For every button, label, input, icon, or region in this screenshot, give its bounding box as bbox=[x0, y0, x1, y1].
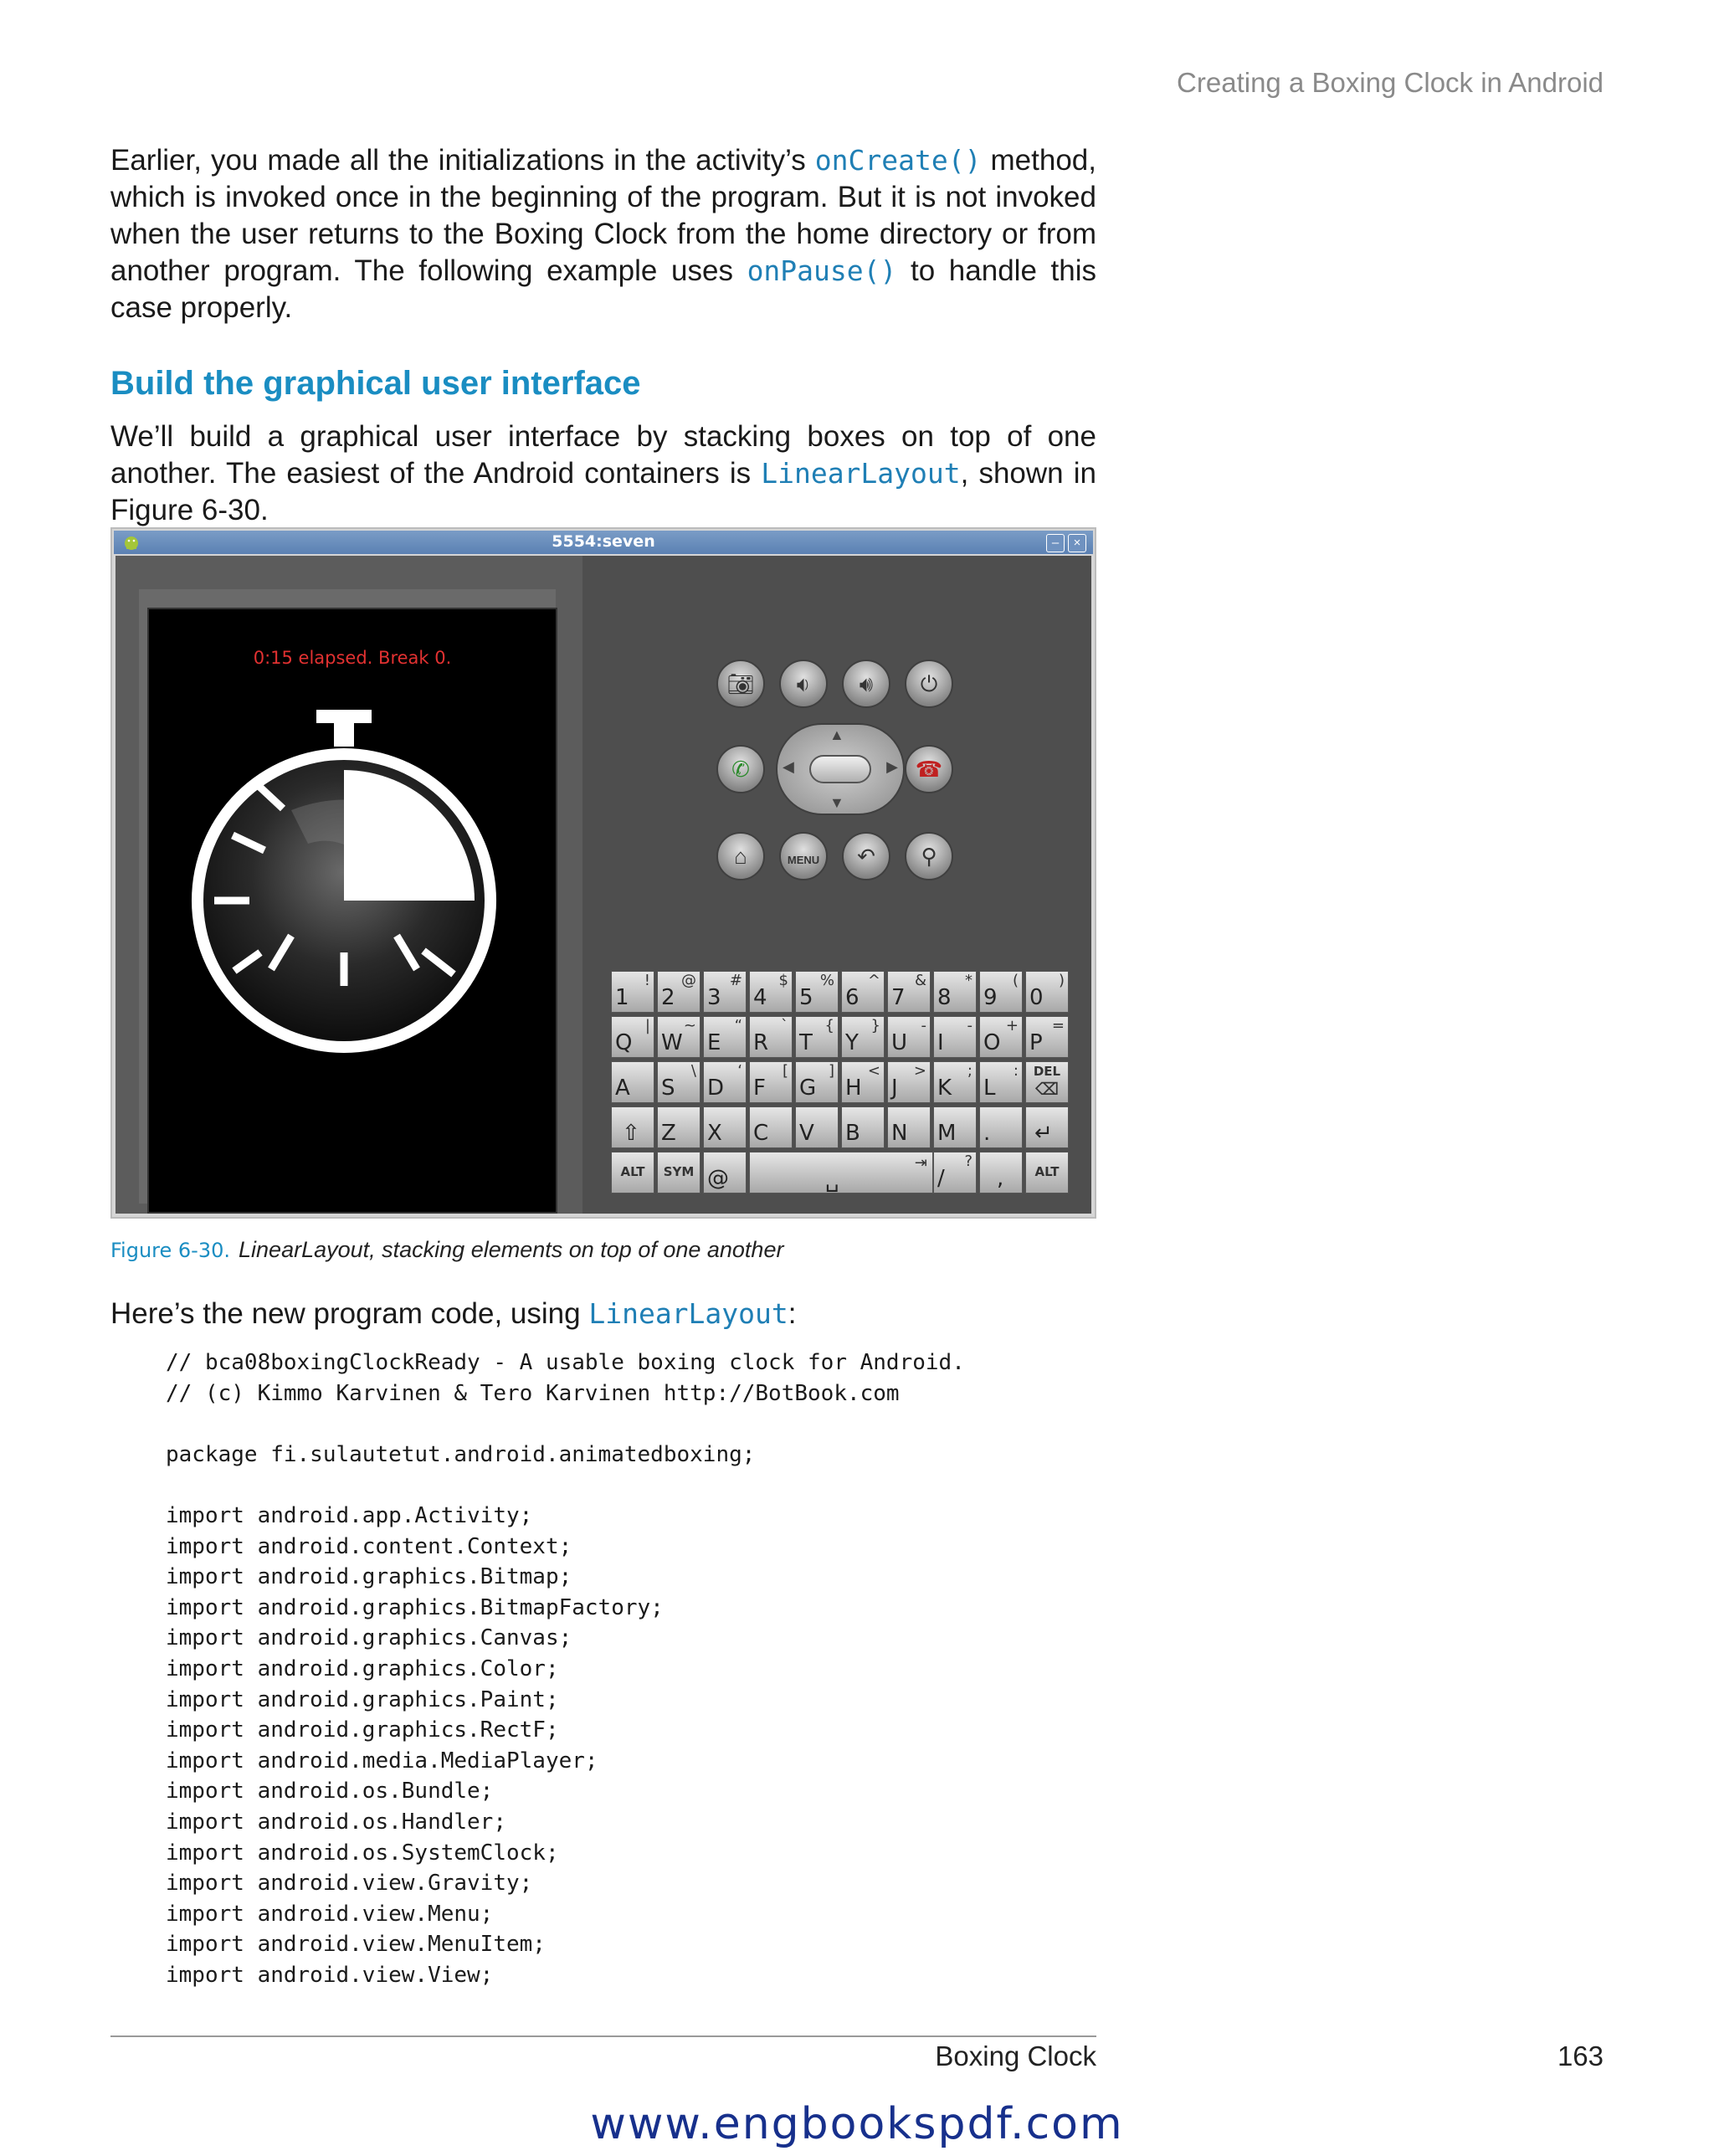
key-3[interactable] bbox=[703, 971, 747, 1013]
key-label: S bbox=[661, 1075, 675, 1101]
code-intro-text-1: Here’s the new program code, using bbox=[110, 1297, 589, 1330]
key-p[interactable] bbox=[1025, 1016, 1069, 1058]
key-l[interactable] bbox=[979, 1061, 1023, 1103]
end-call-button[interactable] bbox=[905, 745, 953, 793]
key-alt-label: “ bbox=[734, 1017, 742, 1034]
key-label: H bbox=[845, 1075, 862, 1101]
camera-icon: 📷︎ bbox=[726, 671, 755, 696]
key-alt-label: ~ bbox=[683, 1017, 696, 1034]
power-button[interactable] bbox=[905, 660, 953, 708]
key-alt-label: ; bbox=[967, 1062, 972, 1080]
key-slash-alt-label: ? bbox=[964, 1152, 972, 1170]
key-alt-label: % bbox=[819, 972, 834, 989]
inline-code-onpause: onPause() bbox=[747, 254, 897, 287]
key-t[interactable] bbox=[795, 1016, 839, 1058]
key-alt-label: | bbox=[644, 1017, 650, 1034]
key-k[interactable] bbox=[933, 1061, 977, 1103]
key-w[interactable] bbox=[657, 1016, 700, 1058]
key-d[interactable] bbox=[703, 1061, 747, 1103]
inline-code-linearlayout: LinearLayout bbox=[761, 457, 961, 490]
dpad-down-icon[interactable]: ▼ bbox=[829, 794, 844, 811]
key-alt-label: ^ bbox=[867, 972, 880, 989]
key-1[interactable] bbox=[611, 971, 654, 1013]
dpad[interactable] bbox=[776, 723, 905, 815]
emulator-titlebar bbox=[114, 531, 1093, 554]
code-line: import android.graphics.Color; bbox=[166, 1656, 559, 1681]
key-label: E bbox=[707, 1030, 721, 1055]
key-u[interactable] bbox=[887, 1016, 931, 1058]
intro-paragraph bbox=[110, 142, 1096, 326]
call-button[interactable] bbox=[716, 745, 765, 793]
key-at-label: @ bbox=[707, 1166, 729, 1191]
section-text-1: We’ll build a graphical user interface by stacking boxes on top of one another. The easiest of the Android containers is bbox=[110, 420, 1096, 490]
key-0[interactable] bbox=[1025, 971, 1069, 1013]
key-label: I bbox=[937, 1030, 944, 1055]
code-line: // (c) Kimmo Karvinen & Tero Karvinen http://BotBook.com bbox=[166, 1380, 900, 1406]
code-line: import android.media.MediaPlayer; bbox=[166, 1748, 598, 1774]
section-paragraph bbox=[110, 418, 1096, 529]
key-label: 1 bbox=[615, 985, 629, 1010]
key-label: 6 bbox=[845, 985, 860, 1010]
key-x[interactable] bbox=[703, 1106, 747, 1148]
enter-icon: ↵ bbox=[1034, 1121, 1053, 1146]
key-label: 0 bbox=[1029, 985, 1044, 1010]
key-label: O bbox=[983, 1030, 1001, 1055]
code-line: package fi.sulautetut.android.animatedboxing; bbox=[166, 1441, 756, 1467]
key-b[interactable] bbox=[841, 1106, 885, 1148]
code-line: import android.graphics.RectF; bbox=[166, 1717, 559, 1743]
key-label: 2 bbox=[661, 985, 675, 1010]
code-line: import android.view.Gravity; bbox=[166, 1871, 533, 1897]
key-label: Y bbox=[845, 1030, 859, 1055]
section-heading: Build the graphical user interface bbox=[110, 365, 641, 402]
key-alt-label: $ bbox=[778, 972, 788, 989]
key-sym[interactable] bbox=[657, 1152, 700, 1194]
key-alt-label: ) bbox=[1058, 972, 1065, 989]
key-label: G bbox=[799, 1075, 817, 1101]
code-line: import android.app.Activity; bbox=[166, 1502, 533, 1528]
home-icon: ⌂ bbox=[734, 844, 747, 869]
key-9[interactable] bbox=[979, 971, 1023, 1013]
key-alt-label: > bbox=[913, 1062, 926, 1080]
key-alt-label: & bbox=[914, 972, 926, 989]
home-button[interactable] bbox=[716, 832, 765, 880]
key-enter[interactable] bbox=[1025, 1106, 1069, 1148]
code-line: import android.os.Bundle; bbox=[166, 1779, 494, 1804]
code-line: import android.graphics.BitmapFactory; bbox=[166, 1594, 664, 1620]
figure-caption-text: LinearLayout, stacking elements on top of one another bbox=[239, 1237, 784, 1262]
key-4[interactable] bbox=[749, 971, 793, 1013]
key-alt-label: ‘ bbox=[737, 1062, 742, 1080]
key-y[interactable] bbox=[841, 1016, 885, 1058]
code-line: import android.os.SystemClock; bbox=[166, 1840, 559, 1866]
volume-down-icon: 🔉︎ bbox=[796, 671, 811, 696]
dpad-right-icon[interactable]: ▶ bbox=[886, 758, 898, 775]
code-line: // bca08boxingClockReady - A usable boxing clock for Android. bbox=[166, 1350, 965, 1375]
inline-code-oncreate: onCreate() bbox=[814, 144, 982, 177]
figure-caption bbox=[110, 1237, 783, 1263]
key-label: V bbox=[799, 1121, 814, 1146]
shift-icon: ⇧ bbox=[622, 1121, 640, 1146]
volume-up-button[interactable] bbox=[842, 660, 890, 708]
key-alt-label: ` bbox=[781, 1017, 788, 1034]
key-label: C bbox=[753, 1121, 769, 1146]
key-alt-label: [ bbox=[782, 1062, 788, 1080]
key-7[interactable] bbox=[887, 971, 931, 1013]
key-label: L bbox=[983, 1075, 996, 1101]
code-line bbox=[166, 1409, 965, 1440]
key-label: Z bbox=[661, 1121, 676, 1146]
key-g[interactable] bbox=[795, 1061, 839, 1103]
key-alt-label: : bbox=[1013, 1062, 1019, 1080]
code-intro-text-2: : bbox=[788, 1297, 797, 1330]
key-alt-right[interactable] bbox=[1025, 1152, 1069, 1194]
key-at[interactable] bbox=[703, 1152, 747, 1194]
key-a[interactable] bbox=[611, 1061, 654, 1103]
search-icon: ⚲ bbox=[921, 844, 937, 869]
intro-text-1: Earlier, you made all the initializations in the activity’s bbox=[110, 144, 815, 177]
volume-down-button[interactable] bbox=[779, 660, 828, 708]
code-intro bbox=[110, 1296, 1096, 1332]
key-.[interactable] bbox=[979, 1106, 1023, 1148]
menu-label: MENU bbox=[787, 854, 820, 866]
key-2[interactable] bbox=[657, 971, 700, 1013]
key-label: Q bbox=[615, 1030, 633, 1055]
key-alt-label: * bbox=[965, 972, 972, 989]
key-alt-label: < bbox=[867, 1062, 880, 1080]
key-j[interactable] bbox=[887, 1061, 931, 1103]
key-i[interactable] bbox=[933, 1016, 977, 1058]
key-label: . bbox=[983, 1121, 991, 1146]
key-alt-right-label: ALT bbox=[1034, 1164, 1060, 1179]
code-line: import android.graphics.Paint; bbox=[166, 1686, 559, 1712]
code-line: import android.view.MenuItem; bbox=[166, 1932, 546, 1958]
key-label: X bbox=[707, 1121, 722, 1146]
minimize-button[interactable]: – bbox=[1046, 534, 1065, 552]
key-e[interactable] bbox=[703, 1016, 747, 1058]
key-label: A bbox=[615, 1075, 630, 1101]
key-o[interactable] bbox=[979, 1016, 1023, 1058]
key-sym-label: SYM bbox=[663, 1164, 695, 1179]
back-icon: ↶ bbox=[857, 844, 875, 869]
code-line: import android.os.Handler; bbox=[166, 1809, 506, 1835]
key-label: K bbox=[937, 1075, 952, 1101]
key-alt-label: ( bbox=[1012, 972, 1019, 989]
volume-up-icon: 🔊︎ bbox=[859, 671, 874, 696]
back-button[interactable] bbox=[842, 832, 890, 880]
search-button[interactable] bbox=[905, 832, 953, 880]
key-alt-left[interactable] bbox=[611, 1152, 654, 1194]
key-label: 5 bbox=[799, 985, 813, 1010]
key-label: 8 bbox=[937, 985, 952, 1010]
key-label: 9 bbox=[983, 985, 998, 1010]
key-label: D bbox=[707, 1075, 725, 1101]
tab-icon: ⇥ bbox=[914, 1154, 927, 1172]
inline-code-linearlayout-2: LinearLayout bbox=[588, 1297, 788, 1330]
key-c[interactable] bbox=[749, 1106, 793, 1148]
key-label: T bbox=[799, 1030, 813, 1055]
key-alt-label: + bbox=[1005, 1017, 1019, 1034]
code-listing bbox=[166, 1348, 965, 1990]
code-line: import android.graphics.Canvas; bbox=[166, 1625, 572, 1651]
key-r[interactable] bbox=[749, 1016, 793, 1058]
key-label: W bbox=[661, 1030, 683, 1055]
key-n[interactable] bbox=[887, 1106, 931, 1148]
key-label: F bbox=[753, 1075, 766, 1101]
key-slash-label: / bbox=[937, 1166, 945, 1191]
key-label: N bbox=[891, 1121, 908, 1146]
backspace-icon: ⌫ bbox=[1034, 1079, 1060, 1099]
figure-label: Figure 6-30. bbox=[110, 1239, 231, 1262]
key-6[interactable] bbox=[841, 971, 885, 1013]
key-h[interactable] bbox=[841, 1061, 885, 1103]
key-alt-left-label: ALT bbox=[620, 1164, 645, 1179]
code-line bbox=[166, 1470, 965, 1501]
stopwatch-graphic bbox=[191, 710, 517, 1061]
key-label: 7 bbox=[891, 985, 906, 1010]
key-5[interactable] bbox=[795, 971, 839, 1013]
key-label: P bbox=[1029, 1030, 1043, 1055]
close-button[interactable]: × bbox=[1068, 534, 1086, 552]
key-alt-label: - bbox=[967, 1017, 972, 1034]
footer-rule bbox=[110, 2035, 1096, 2037]
footer-title: Boxing Clock bbox=[935, 2041, 1096, 2071]
emulator-keyboard bbox=[611, 971, 1071, 1199]
key-alt-label: } bbox=[870, 1017, 880, 1034]
camera-button[interactable] bbox=[716, 660, 765, 708]
key-alt-label: = bbox=[1051, 1017, 1065, 1034]
key-alt-label: \ bbox=[690, 1062, 696, 1080]
key-label: 3 bbox=[707, 985, 721, 1010]
intro-text-3: to handle this case properly. bbox=[110, 254, 1096, 324]
key-v[interactable] bbox=[795, 1106, 839, 1148]
key-label: M bbox=[937, 1121, 957, 1146]
intro-text-2: method, which is invoked once in the beginning of the program. But it is not invoked when the user returns to the Boxing Clock from the home directory or from another program. The following example uses bbox=[110, 144, 1096, 287]
device-screen[interactable] bbox=[147, 608, 557, 1214]
key-del[interactable] bbox=[1025, 1061, 1069, 1103]
code-line: import android.graphics.Bitmap; bbox=[166, 1564, 572, 1590]
key-comma[interactable] bbox=[979, 1152, 1023, 1194]
key-alt-label: { bbox=[824, 1017, 834, 1034]
menu-button[interactable] bbox=[779, 832, 828, 880]
key-alt-label: @ bbox=[681, 972, 696, 989]
key-z[interactable] bbox=[657, 1106, 700, 1148]
key-shift[interactable] bbox=[611, 1106, 654, 1148]
page-number: 163 bbox=[1557, 2041, 1604, 2071]
key-8[interactable] bbox=[933, 971, 977, 1013]
key-alt-label: - bbox=[921, 1017, 926, 1034]
key-space[interactable] bbox=[749, 1152, 933, 1194]
end-call-icon: ☎ bbox=[915, 757, 943, 782]
key-s[interactable] bbox=[657, 1061, 700, 1103]
key-alt-label: # bbox=[729, 972, 742, 989]
emulator-figure bbox=[110, 527, 1096, 1219]
power-icon: ⏻ bbox=[920, 671, 938, 696]
code-line: import android.view.View; bbox=[166, 1962, 494, 1988]
key-label: 4 bbox=[753, 985, 767, 1010]
running-head: Creating a Boxing Clock in Android bbox=[1177, 67, 1604, 98]
section-text-2: , shown in Figure 6-30. bbox=[110, 457, 1096, 526]
key-m[interactable] bbox=[933, 1106, 977, 1148]
key-label: R bbox=[753, 1030, 769, 1055]
dpad-up-icon[interactable]: ▲ bbox=[829, 726, 844, 743]
key-alt-label: ! bbox=[644, 972, 650, 989]
emulator-window-title: 5554:seven bbox=[552, 532, 655, 551]
call-icon: ✆ bbox=[731, 757, 750, 782]
space-icon: ␣ bbox=[825, 1168, 839, 1193]
key-label: B bbox=[845, 1121, 860, 1146]
key-q[interactable] bbox=[611, 1016, 654, 1058]
key-slash[interactable] bbox=[933, 1152, 977, 1194]
key-label: U bbox=[891, 1030, 908, 1055]
dpad-left-icon[interactable]: ◀ bbox=[783, 758, 794, 775]
key-label: J bbox=[891, 1075, 898, 1101]
elapsed-status: 0:15 elapsed. Break 0. bbox=[253, 648, 452, 668]
key-alt-label: ] bbox=[828, 1062, 834, 1080]
code-line: import android.view.Menu; bbox=[166, 1901, 494, 1927]
key-del-label: DEL bbox=[1033, 1064, 1061, 1079]
watermark: www.engbookspdf.com bbox=[590, 2099, 1124, 2149]
key-comma-label: , bbox=[997, 1166, 1004, 1191]
code-line: import android.content.Context; bbox=[166, 1533, 572, 1559]
dpad-center-button[interactable] bbox=[809, 755, 871, 783]
key-f[interactable] bbox=[749, 1061, 793, 1103]
